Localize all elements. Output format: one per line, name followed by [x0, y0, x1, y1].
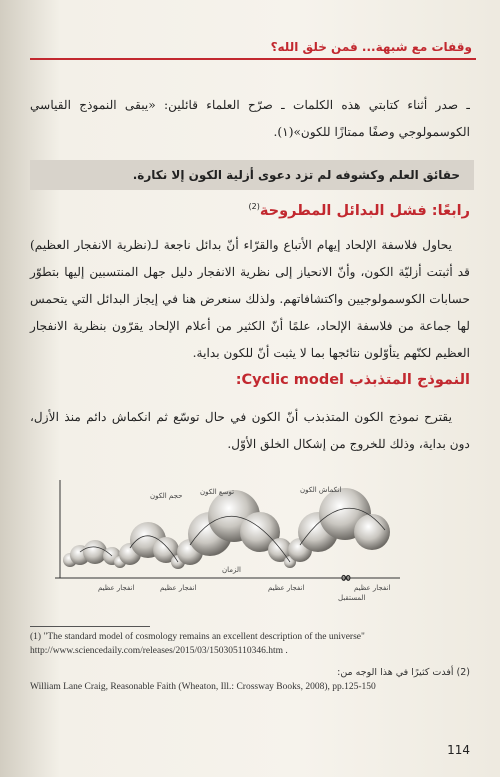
- running-header: وقفات مع شبهة... فمن خلق الله؟: [270, 40, 472, 54]
- label-big-bang-3: انفجار عظيم: [268, 584, 305, 592]
- footnote-2: (2) أفدت كثيرًا في هذا الوجه من:: [337, 667, 470, 678]
- header-rule: [30, 58, 476, 60]
- section-title-cyclic: النموذج المتذبذب Cyclic model:: [235, 372, 470, 388]
- label-universe-size: حجم الكون: [150, 492, 183, 500]
- cyclic-universe-diagram: [0, 470, 500, 640]
- footnote-1: (1) "The standard model of cosmology remains an excellent description of the universe" http://www.sciencedaily.com/releases/2015/03/150305110346.htm .: [30, 632, 365, 656]
- section-title-fourth: [249, 202, 470, 219]
- paragraph-1: ـ صدر أثناء كتابتي هذه الكلمات ـ صرّح العلماء قائلين: «يبقى النموذج القياسي الكوسمولوجي وصفًا ممتازًا للكون»(١).: [30, 98, 470, 139]
- label-big-bang-2: انفجار عظيم: [160, 584, 197, 592]
- paragraph-2: يحاول فلاسفة الإلحاد إيهام الأتباع والقرّاء أنّ بدائل ناجعة لـ(نظرية الانفجار العظيم) قد أثبتت أزليّة الكون، وأنّ الانحياز إلى نظرية الانفجار دليل جهل المنتسبين إليها بتطوّر حسابات الكوسمولوجيين واكتشافاتهم. ولذلك سنعرض هنا في إيجاز البدائل التي يتحمس لها جماعة من فلاسفة الإلحاد، علمًا أنّ الكثير من أعلام الإلحاد يقرّون بنظرية الانفجار العظيم لكنّهم يتأوّلون نتائجها بما لا يثبت أنّ للكون بداية.: [30, 238, 470, 360]
- label-crunch: انكماش الكون: [300, 486, 342, 494]
- universe-spheres: [63, 488, 390, 569]
- paragraph-3: يقترح نموذج الكون المتذبذب أنّ الكون في حال توسّع ثم انكماش دائم منذ الأزل، دون بداية، وذلك للخروج من إشكال الخلق الأوّل.: [30, 410, 470, 451]
- section-title-fourth-text: رابعًا: فشل البدائل المطروحة: [259, 202, 470, 219]
- footnote-rule: [30, 626, 150, 627]
- label-big-bang-1: انفجار عظيم: [98, 584, 135, 592]
- page-number: 114: [447, 743, 470, 757]
- label-future: المستقبل: [338, 594, 366, 602]
- highlight-box: حقائق العلم وكشوفه لم تزد دعوى أزلية الكون إلا نكارة.: [30, 160, 474, 190]
- infinity-symbol: ∞: [340, 570, 352, 586]
- label-expansion: توسع الكون: [200, 488, 235, 496]
- footnote-2-source: William Lane Craig, Reasonable Faith (Wheaton, Ill.: Crossway Books, 2008), pp.125-150: [30, 682, 376, 692]
- footnote-ref-2: (2): [248, 202, 260, 211]
- label-time: الزمان: [222, 566, 241, 574]
- label-big-bang-4: انفجار عظيم: [354, 584, 391, 592]
